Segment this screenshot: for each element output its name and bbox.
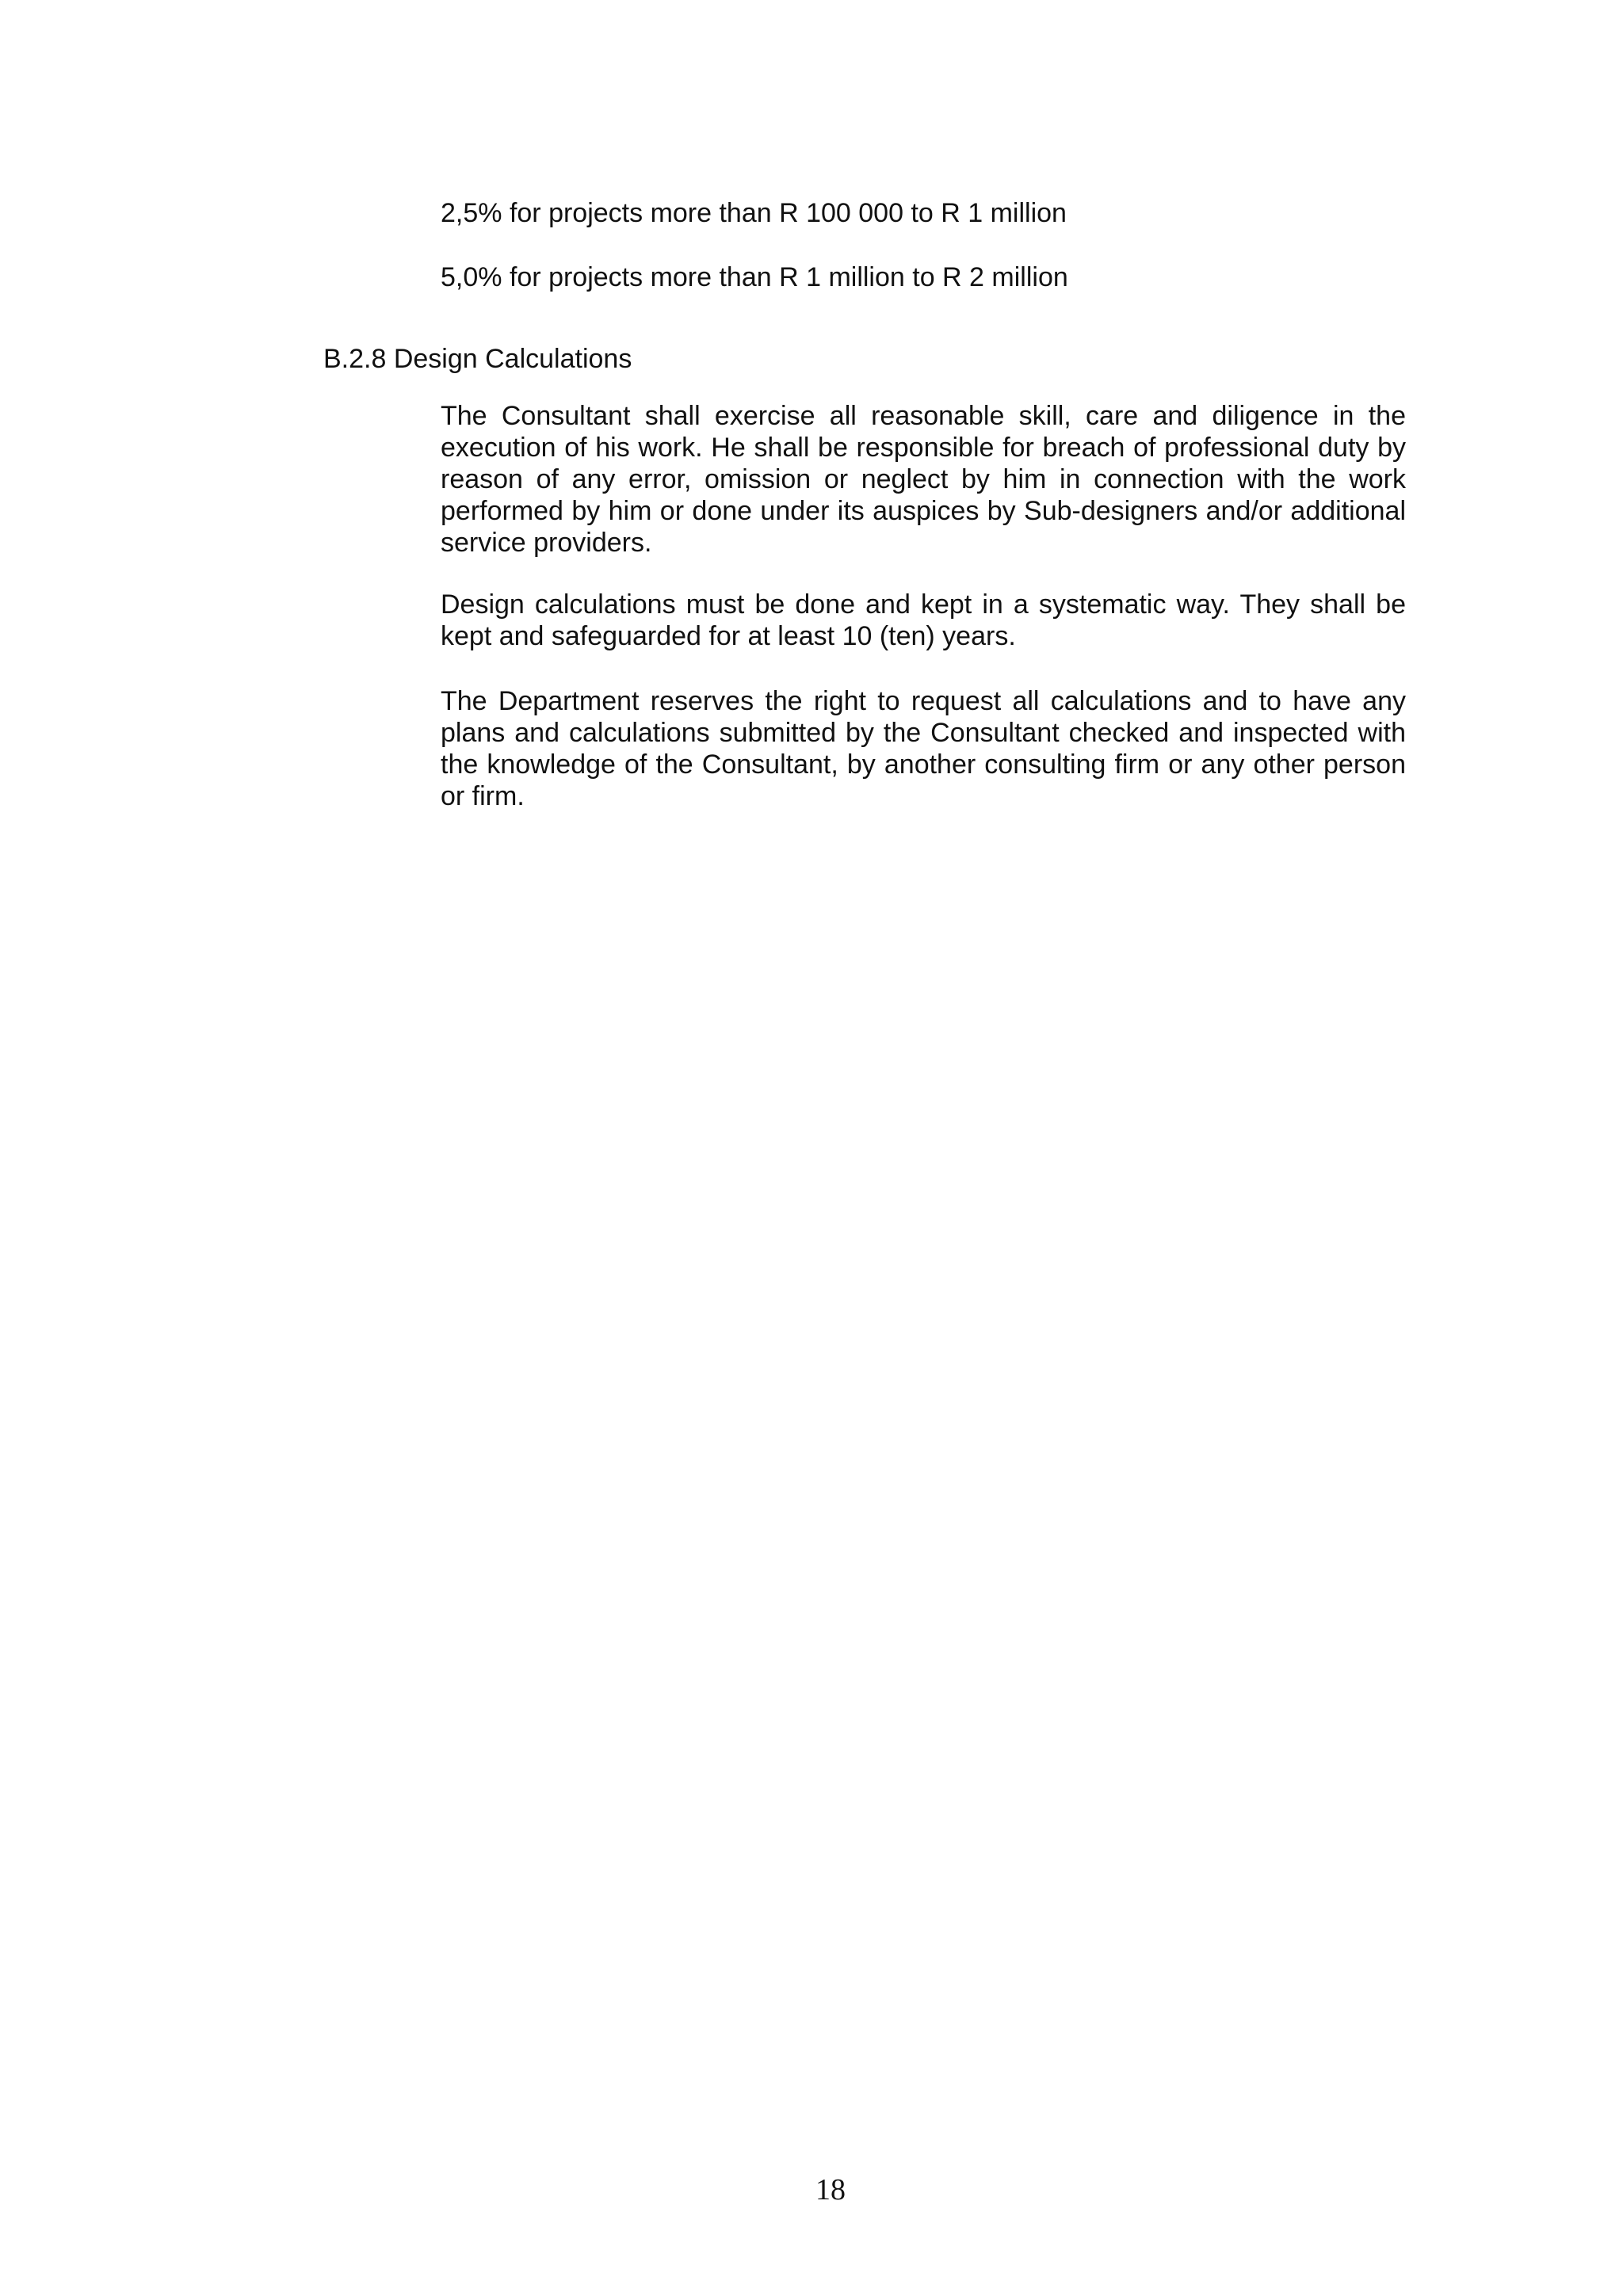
page-number: 18 — [815, 2173, 846, 2206]
fee-line-1: 2,5% for projects more than R 100 000 to R 1 million — [441, 198, 1067, 228]
paragraph-2: Design calculations must be done and kept in a systematic way. They shall be kept and safeguarded for at least 10 (ten) years. — [441, 589, 1406, 651]
section-heading: B.2.8 Design Calculations — [323, 344, 632, 374]
paragraph-3: The Department reserves the right to request all calculations and to have any plans and calculations submitted by the Consultant checked and inspected with the knowledge of the Consultant, by another consulting firm or any other person or firm. — [441, 686, 1406, 811]
paragraph-1: The Consultant shall exercise all reasonable skill, care and diligence in the execution of his work. He shall be responsible for breach of professional duty by reason of any error, omission or neglect by him in connection with the work performed by him or done under its auspices by Sub-designers and/or additional service providers. — [441, 401, 1406, 558]
fee-line-2: 5,0% for projects more than R 1 million to R 2 million — [441, 262, 1068, 292]
